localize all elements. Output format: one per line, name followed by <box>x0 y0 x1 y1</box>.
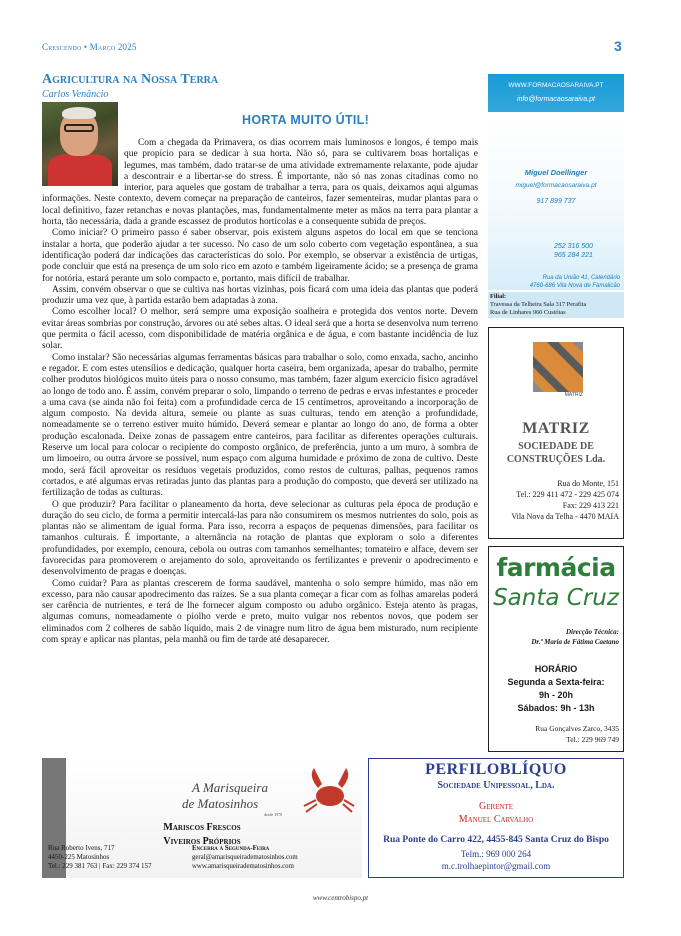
ad-formacao-tel2: 965 284 221 <box>554 252 593 259</box>
marisqueira-since: desde 1978 <box>264 812 283 817</box>
farmacia-subtitle: Santa Cruz <box>493 585 619 611</box>
farmacia-contact <box>493 723 619 745</box>
ad-formacao-contact-email: miguel@formacaosaraiva.pt <box>515 182 597 189</box>
matriz-tel: Tel.: 229 411 472 - 229 425 074 <box>516 490 619 499</box>
marisqueira-info <box>192 844 362 871</box>
farmacia-hours-weekdays: Segunda a Sexta-feira: <box>507 677 605 687</box>
article-body <box>42 138 478 646</box>
matriz-name: MATRIZ <box>522 420 590 437</box>
marisqueira-web: www.amarisqueiradematosinhos.com <box>192 863 294 870</box>
ad-formacao-addr2: 4760-686 Vila Nova de Famalicão <box>529 283 620 289</box>
filial-line1: Travessa da Telheira Sala 317 Perafita <box>490 301 587 308</box>
marisqueira-fax: Fax: 229 374 157 <box>102 862 152 870</box>
ad-formacao-email: info@formacaosaraiva.pt <box>517 96 595 103</box>
article-paragraph: Com a chegada da Primavera, os dias ocorrem mais luminosos e longos, é tempo mais que propício para se dedicar à sua horta. Não só, para se cultivarem boas hortaliças e legumes, mas também, dado tratar-se de uma atividade extremamente relaxante, pode ajudar a descontrair e a libertar-se do stress. É importante, não só nas zonas citadinas como no interior, para aqueles que gostam de trabalhar a terra, para os quais, deixamos aqui algumas informações. Neste contexto, devem começar na preparação de canteiros, fazer sementeiras, mudar plantas para o local definitivo, fazer retanchas e novas plantações, mas, fundamentalmente meter as mãos na terra para plantar a horta, tão necessária, dada a grande escassez de produtos hortícolas e a consequente subida de preços. <box>42 138 478 228</box>
article-paragraph: Assim, convém observar o que se cultiva nas hortas vizinhas, pois ficará com uma ideia das plantas que poderá produzir uma vez que, à partida estarão bem adaptadas à zona. <box>42 284 478 307</box>
ad-marisqueira-matosinhos <box>42 758 362 878</box>
ad-farmacia-santa-cruz <box>488 546 624 752</box>
matriz-city: Vila Nova da Telha - 4470 MAIA <box>511 512 619 521</box>
ad-formacao-phones <box>554 242 618 260</box>
marisqueira-tel: Tel.: 229 381 763 <box>48 862 98 870</box>
marisqueira-title-2: de Matosinhos <box>182 796 259 811</box>
ad-perfilobliquo <box>368 758 624 878</box>
article-paragraph: O que produzir? Para facilitar o planeamento da horta, deve selecionar as culturas pela época de produção e duração do seu ciclo, de forma a permitir intercalá-las para não consumirem os mesmos nutrientes do solo, pois as plantas não se alimentam de igual forma. Para isso, recorra a espaços de pequenas dimensões, para facilitar os tamanhos culturais. É importante, a alternância na rotação de plantas que exploram o solo a diferentes profundidades, por exemplo, cenoura, cebola ou outras com tamanhos semelhantes; tomateiro e alface, devem ser favorecidas para promoverem o arejamento do solo, aproveitando os fertilizantes e prevenir o apodrecimento e desenvolvimento de pragas e doenças. <box>42 499 478 578</box>
matriz-address: Rua do Monte, 151 <box>557 479 619 488</box>
perfilobliquo-phone: Telm.: 969 000 264 <box>460 849 532 859</box>
ad-formacao-addr1: Rua da União 41, Calendário <box>542 275 620 281</box>
ad-formacao-address <box>516 274 620 290</box>
farmacia-direction-name: Dr.ª Maria de Fátima Caetano <box>531 638 619 646</box>
ad-formacao-website: WWW.FORMACAOSARAIVA.PT <box>508 82 604 89</box>
filial-block <box>488 292 624 318</box>
farmacia-address: Rua Gonçalves Zarco, 3435 <box>535 724 619 733</box>
header-publication: Crescendo • Março 2025 <box>42 42 137 52</box>
ad-formacao-saraiva <box>488 74 624 290</box>
article-paragraph: Como iniciar? O primeiro passo é saber observar, pois existem alguns aspetos do local em que se tenciona instalar a horta, que poderão ajudar a ter sucesso. No caso de um solo coberto com vegetação espontânea, a sua identificação poderá dar indicações das características do solo. Por exemplo, se observar a existência de urtigas, pode concluir que está na presença de um solo rico em azoto e também ligeiramente ácido; se a presença de grama for notória, estará perante um solo compacto e, portanto, mais difícil de trabalhar. <box>42 228 478 284</box>
matriz-logo-text: MATRIZ <box>564 392 583 398</box>
article-paragraph: Como instalar? São necessárias algumas ferramentas básicas para trabalhar o solo, como enxada, sacho, ancinho e regador. E com estes utensílios e dedicação, qualquer horta caseira, bem organizada, apesar do trabalho, permite colher produtos biológicos muito úteis para o nosso consumo, mas também, fazer algum exercício físico agradável ao longo de todo ano. É assim, convém preparar o solo, limpando o terreno de pedras e ervas infestantes e proceder a uma cava (se ainda não foi feita) com a profundidade cerca de 15 centímetros, aproveitando a incorporação de algum composto. Na devida altura, semeie ou plante as suas culturas, tendo em atenção a profundidade, nomeadamente se o terreno estiver muito húmido. Deverá semear e plantar ao longo do ano, de forma a obter produção escalonada. Deixe zonas de passagem entre canteiros, para facilitar as diferentes operações culturais. Reserve um local para colocar o recipiente do composto orgânico, de preferência, junto a um muro, à sombra de um limoeiro, ou outra árvore se possível, num espaço com alguma humidade e próximo de zona de cultivo. Deste modo, será fácil aproveitar os resíduos vegetais produzidos, como restos de culturas, palhas, pequenos ramos cortados, e até algumas ervas retiradas junto das plantas para a produção do composto, que deverá ser utilizado na fertilização de todas as culturas. <box>42 352 478 499</box>
marisqueira-address: Rua Roberto Ivens, 717 4450-225 Matosinhos Tel.: 229 381 763 | Fax: 229 374 157 <box>48 844 178 871</box>
marisqueira-addr2: 4450-225 Matosinhos <box>48 853 110 861</box>
article-paragraph: Como cuidar? Para as plantas crescerem de forma saudável, mantenha o solo sempre húmido, mas não em excesso, para não causar apodrecimento das raízes. Se a sua planta começar a ficar com as folhas amarelas poderá ser carência de nutrientes, e terá de lhe fornecer algum composto ou adubo orgânico. Esteja atento às pragas, algumas comuns, nomeadamente o piolho verde e preto, muito vulgar nos rebentos novos, que podem ser eliminados com 2 colheres de sabão líquido, mais 2 de vinagre num litro de água bem misturado, num recipiente com spray e aplicar nas plantas, pela manhã ou fim de tarde até desaparecer. <box>42 578 478 646</box>
marisqueira-email: geral@amarisqueiradematosinhos.com <box>192 854 298 861</box>
farmacia-hours <box>489 663 623 715</box>
matriz-contact <box>493 478 619 522</box>
ad-formacao-mobile: 917 899 737 <box>536 198 576 205</box>
filial-line2: Rua de Linhares 960 Custóias <box>490 309 566 316</box>
matriz-subtitle-2: CONSTRUÇÕES Lda. <box>506 454 606 465</box>
crab-icon <box>300 762 356 818</box>
matriz-fax: Fax: 229 413 221 <box>562 501 619 510</box>
marisqueira-addr1: Rua Roberto Ivens, 717 <box>48 844 115 852</box>
farmacia-hours-label: HORÁRIO <box>534 664 578 674</box>
perfilobliquo-subtitle: Sociedade Unipessoal, Lda. <box>437 780 555 791</box>
farmacia-title: farmácia <box>496 553 616 582</box>
farmacia-direction-label: Direcção Técnica: <box>565 628 619 636</box>
footer-website: www.centrobispo.pt <box>312 894 369 902</box>
ad-formacao-card <box>488 112 624 290</box>
page-number: 3 <box>614 38 622 54</box>
perfilobliquo-name: PERFILOBLÍQUO <box>425 761 567 778</box>
farmacia-hours-saturday: Sábados: 9h - 13h <box>517 703 595 713</box>
article-title: HORTA MUITO ÚTIL! <box>242 113 370 127</box>
farmacia-hours-weekdays-time: 9h - 20h <box>538 690 573 700</box>
farmacia-tel: Tel.: 229 969 749 <box>566 735 619 744</box>
marisqueira-tagline-1: Mariscos Frescos <box>163 822 241 833</box>
marisqueira-title-1: A Marisqueira <box>192 780 268 795</box>
perfilobliquo-manager-label: Gerente <box>478 801 514 812</box>
matriz-subtitle-1: SOCIEDADE DE <box>518 441 594 452</box>
marisqueira-tagline-2: Viveiros Próprios <box>163 836 241 847</box>
ad-formacao-contact-name: Miguel Doellinger <box>524 168 588 177</box>
perfilobliquo-manager-name: Manuel Carvalho <box>458 814 534 825</box>
filial-label: Filial: <box>490 293 507 300</box>
section-title: Agricultura na Nossa Terra <box>42 72 219 87</box>
author-name: Carlos Venâncio <box>42 89 109 100</box>
ad-matriz <box>488 327 624 539</box>
perfilobliquo-email: m.c.trolhaepintor@gmail.com <box>441 861 551 871</box>
marisqueira-closed: Encerra à Segunda-Feira <box>192 845 270 852</box>
ad-formacao-tel1: 252 316 500 <box>554 243 593 250</box>
matriz-logo-icon <box>533 342 583 392</box>
article-paragraph: Como escolher local? O melhor, será sempre uma exposição soalheira e protegida dos ventos norte. Devem evitar áreas sombrias por construção, árvores ou até sebes altas. O ideal será que a horta se desenvolva num terreno que permita o fácil acesso, com disponibilidade de matéria orgânica e de água, e com bastante incidência de luz solar. <box>42 307 478 352</box>
farmacia-direction <box>493 627 619 647</box>
perfilobliquo-address: Rua Ponte do Carro 422, 4455-845 Santa Cruz do Bispo <box>383 835 609 845</box>
